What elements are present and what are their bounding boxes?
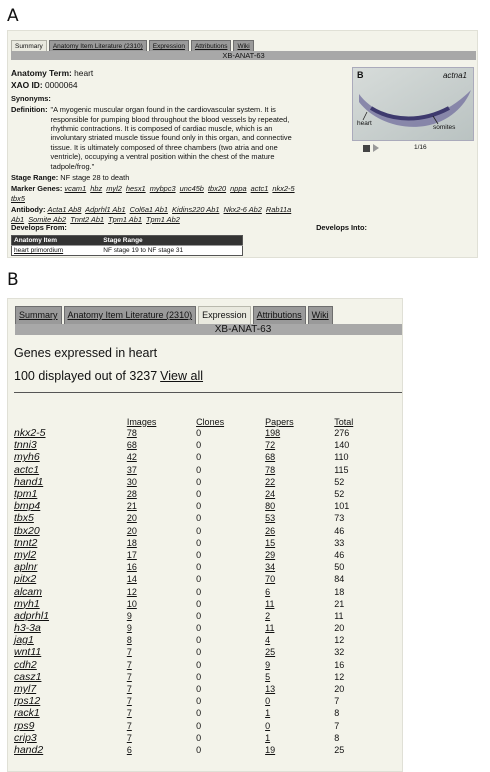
- table-row: [14, 464, 402, 476]
- papers-count-link[interactable]: 26: [265, 525, 276, 536]
- table-row: [14, 500, 402, 512]
- antibody-link[interactable]: Tpm1 Ab1: [108, 214, 142, 224]
- total-count: 12: [334, 635, 345, 646]
- gene-link[interactable]: pitx2: [14, 573, 37, 586]
- images-count-link[interactable]: 9: [126, 610, 132, 621]
- total-count: 7: [334, 696, 340, 707]
- clones-count: 0: [196, 489, 202, 500]
- clones-count: 0: [196, 537, 202, 548]
- gene-link[interactable]: nkx2-5: [14, 427, 46, 440]
- column-header-papers[interactable]: Papers: [265, 416, 294, 427]
- synonyms-row: [11, 94, 307, 103]
- images-count-link[interactable]: 14: [126, 574, 137, 585]
- total-count: 110: [334, 452, 349, 463]
- total-count: 84: [334, 574, 345, 585]
- image-gene-label: actna1: [442, 71, 467, 80]
- papers-count-link[interactable]: 80: [265, 501, 276, 512]
- total-count: 52: [334, 489, 345, 500]
- table-row: [14, 732, 402, 744]
- images-count-link[interactable]: 21: [126, 501, 137, 512]
- page-id: XB-ANAT-63: [222, 51, 265, 60]
- view-all-link[interactable]: View all: [160, 369, 204, 383]
- result-count-text: 100 displayed out of 3237: [14, 369, 158, 383]
- table-row: [14, 707, 402, 719]
- gene-link[interactable]: alcam: [14, 585, 43, 598]
- papers-count-link[interactable]: 22: [265, 476, 276, 487]
- table-row: [14, 610, 402, 622]
- clones-count: 0: [196, 525, 202, 536]
- marker-gene-link[interactable]: actc1: [250, 184, 269, 194]
- antibody-link[interactable]: Tpm1 Ab2: [146, 214, 180, 224]
- anatomy-term-row: [11, 69, 307, 78]
- antibody-row: [11, 205, 307, 224]
- papers-count-link[interactable]: 25: [265, 647, 276, 658]
- tab-summary[interactable]: Summary: [15, 306, 62, 325]
- papers-count-link[interactable]: 15: [265, 537, 276, 548]
- total-count: 52: [334, 476, 345, 487]
- tab-wiki[interactable]: Wiki: [233, 40, 253, 52]
- total-count: 12: [334, 671, 345, 682]
- panel-letter-a: A: [7, 6, 19, 26]
- total-count: 50: [334, 562, 345, 573]
- result-count: [14, 369, 203, 383]
- papers-count-link[interactable]: 13: [265, 684, 276, 695]
- total-count: 20: [334, 684, 345, 695]
- papers-count-link[interactable]: 29: [265, 549, 276, 560]
- total-count: 25: [334, 744, 345, 755]
- clones-count: 0: [196, 684, 202, 695]
- table-row: [14, 512, 402, 524]
- images-count-link[interactable]: 10: [126, 598, 137, 609]
- gene-link[interactable]: hand1: [14, 475, 44, 488]
- clones-count: 0: [196, 708, 202, 719]
- table-row: [14, 561, 402, 573]
- dev-table-header: Anatomy Item: [12, 236, 102, 246]
- total-count: 46: [334, 525, 345, 536]
- stage-range-label: Stage Range:: [11, 173, 59, 183]
- images-count-link[interactable]: 42: [126, 452, 137, 463]
- gene-link[interactable]: adprhl1: [14, 609, 50, 622]
- gene-link[interactable]: hand2: [14, 743, 44, 756]
- table-row: [14, 634, 402, 646]
- clones-count: 0: [196, 501, 202, 512]
- table-row: [14, 659, 402, 671]
- papers-count-link[interactable]: 11: [265, 623, 275, 634]
- clones-count: 0: [196, 428, 202, 439]
- stage-range-row: [11, 173, 307, 182]
- antibody-link[interactable]: Adprhl1 Ab1: [85, 205, 126, 215]
- total-count: 20: [334, 623, 345, 634]
- table-row: [14, 537, 402, 549]
- clones-count: 0: [196, 720, 202, 731]
- antibody-link[interactable]: Kidins220 Ab1: [172, 205, 220, 215]
- gene-link[interactable]: actc1: [14, 463, 40, 476]
- table-row: [14, 427, 402, 439]
- anatomy-term-label: Anatomy Term:: [11, 68, 72, 78]
- tab-anatomy-literature[interactable]: Anatomy Item Literature (2310): [49, 40, 147, 52]
- marker-gene-link[interactable]: tbx20: [207, 184, 227, 194]
- gene-link[interactable]: wnt11: [14, 646, 42, 659]
- column-header-images[interactable]: Images: [126, 416, 157, 427]
- papers-count-link[interactable]: 34: [265, 562, 276, 573]
- table-row: [14, 439, 402, 451]
- expression-image[interactable]: [352, 67, 474, 141]
- page-id: XB-ANAT-63: [214, 324, 272, 335]
- gene-link[interactable]: rps9: [14, 719, 35, 732]
- tab-expression[interactable]: Expression: [149, 40, 189, 52]
- gene-link[interactable]: crip3: [14, 731, 37, 744]
- antibody-label: Antibody:: [11, 205, 46, 215]
- images-count-link[interactable]: 7: [126, 696, 132, 707]
- table-row: [14, 598, 402, 610]
- tab-expression[interactable]: Expression: [198, 306, 251, 325]
- total-count: 21: [334, 598, 345, 609]
- clones-count: 0: [196, 744, 202, 755]
- tab-bar: [15, 306, 333, 325]
- clones-count: 0: [196, 476, 202, 487]
- table-row: [12, 246, 243, 256]
- images-count-link[interactable]: 17: [126, 549, 137, 560]
- marker-genes-label: Marker Genes:: [11, 184, 63, 194]
- tab-anatomy-literature[interactable]: Anatomy Item Literature (2310): [64, 306, 197, 325]
- antibody-link[interactable]: Acta1 Ab8: [47, 205, 82, 215]
- gene-link[interactable]: tpm1: [14, 488, 38, 501]
- images-count-link[interactable]: 30: [126, 476, 137, 487]
- next-arrow-icon[interactable]: [373, 144, 379, 152]
- papers-count-link[interactable]: 19: [265, 744, 276, 755]
- image-label-heart: heart: [357, 120, 372, 127]
- images-count-link[interactable]: 37: [126, 464, 137, 475]
- images-count-link[interactable]: 7: [126, 720, 132, 731]
- papers-count-link[interactable]: 0: [265, 696, 271, 707]
- gene-link[interactable]: casz1: [14, 670, 42, 683]
- develops-from-label: Develops From:: [11, 223, 67, 232]
- marker-gene-link[interactable]: vcam1: [64, 184, 87, 194]
- table-row: [14, 585, 402, 597]
- total-count: 16: [334, 659, 345, 670]
- stage-range-value: NF stage 28 to death: [60, 173, 130, 183]
- table-row: [14, 720, 402, 732]
- definition-text: "A myogenic muscular organ found in the cardiovascular system. It is responsible for pumping blood throughout the blood vessels by repeated, rhythmic contractions. It is composed of cardiac muscle, which is an involuntary striated muscle tissue found only in this organ, and connective tissue. It is ultimately composed of three chambers (two atria and one ventricle), occupying a ventral position within the chest of the mature tadpole/frog.": [50, 105, 292, 171]
- total-count: 73: [334, 513, 345, 524]
- xao-id-label: XAO ID:: [11, 80, 43, 91]
- antibody-link[interactable]: Somite Ab2: [28, 214, 67, 224]
- clones-count: 0: [196, 732, 202, 743]
- images-count-link[interactable]: 78: [126, 428, 137, 439]
- table-row: [14, 549, 402, 561]
- papers-count-link[interactable]: 5: [265, 671, 271, 682]
- total-count: 7: [334, 720, 340, 731]
- tab-attributions[interactable]: Attributions: [253, 306, 306, 325]
- images-count-link[interactable]: 6: [126, 744, 132, 755]
- anatomy-term-value: heart: [74, 68, 94, 78]
- xao-id-row: [11, 81, 307, 90]
- clones-count: 0: [196, 464, 202, 475]
- total-count: 33: [334, 537, 345, 548]
- column-header-total[interactable]: Total: [334, 416, 354, 427]
- clones-count: 0: [196, 635, 202, 646]
- play-icon[interactable]: [363, 145, 370, 152]
- papers-count-link[interactable]: 68: [265, 452, 276, 463]
- column-header-clones[interactable]: Clones: [196, 416, 225, 427]
- clones-count: 0: [196, 452, 202, 463]
- gene-link[interactable]: tbx20: [14, 524, 40, 537]
- image-corner-letter: B: [357, 70, 364, 80]
- panel-letter-b: B: [7, 270, 19, 290]
- antibody-link[interactable]: Col6a1 Ab1: [129, 205, 168, 215]
- antibody-link[interactable]: Nkx2-6 Ab2: [223, 205, 262, 215]
- papers-count-link[interactable]: 11: [265, 598, 275, 609]
- papers-count-link[interactable]: 2: [265, 610, 271, 621]
- antibody-link[interactable]: Rab11a Ab1: [11, 205, 292, 224]
- tab-summary[interactable]: Summary: [11, 40, 47, 52]
- clones-count: 0: [196, 598, 202, 609]
- images-count-link[interactable]: 12: [126, 586, 137, 597]
- total-count: 276: [334, 428, 350, 439]
- image-counter: 1/16: [414, 144, 427, 151]
- develops-from-table: [11, 235, 243, 256]
- dev-item-link[interactable]: heart primordium: [12, 246, 102, 256]
- marker-gene-link[interactable]: mybpc3: [149, 184, 176, 194]
- images-count-link[interactable]: 68: [126, 440, 137, 451]
- marker-genes-row: [11, 184, 307, 203]
- total-count: 46: [334, 549, 345, 560]
- clones-count: 0: [196, 562, 202, 573]
- table-row: [14, 488, 402, 500]
- images-count-link[interactable]: 7: [126, 647, 132, 658]
- gene-link[interactable]: aplnr: [14, 561, 38, 574]
- images-count-link[interactable]: 18: [126, 537, 137, 548]
- clones-count: 0: [196, 513, 202, 524]
- gene-link[interactable]: tbx5: [14, 512, 34, 525]
- total-count: 140: [334, 440, 350, 451]
- table-row: [14, 525, 402, 537]
- papers-count-link[interactable]: 70: [265, 574, 276, 585]
- papers-count-link[interactable]: 4: [265, 635, 271, 646]
- develops-into-label: Develops Into:: [316, 223, 367, 232]
- gene-link[interactable]: tnnt2: [14, 536, 38, 549]
- total-count: 115: [334, 464, 349, 475]
- clones-count: 0: [196, 610, 202, 621]
- papers-count-link[interactable]: 6: [265, 586, 271, 597]
- marker-gene-link[interactable]: hesx1: [125, 184, 146, 194]
- tab-wiki[interactable]: Wiki: [308, 306, 333, 325]
- gene-link[interactable]: h3-3a: [14, 622, 41, 635]
- images-count-link[interactable]: 20: [126, 513, 137, 524]
- summary-content: [11, 69, 307, 225]
- images-count-link[interactable]: 20: [126, 525, 137, 536]
- papers-count-link[interactable]: 0: [265, 720, 271, 731]
- anatomy-summary-panel: [7, 30, 478, 258]
- gene-link[interactable]: myl2: [14, 548, 37, 561]
- divider: [14, 392, 403, 393]
- table-row: [14, 573, 402, 585]
- gene-link[interactable]: myh1: [14, 597, 40, 610]
- total-count: 8: [334, 708, 340, 719]
- image-controls: [363, 144, 379, 152]
- images-count-link[interactable]: 7: [126, 659, 132, 670]
- clones-count: 0: [196, 671, 202, 682]
- images-count-link[interactable]: 9: [126, 623, 132, 634]
- images-count-link[interactable]: 7: [126, 684, 132, 695]
- dev-stage-range: NF stage 19 to NF stage 31: [101, 246, 242, 256]
- definition-label: Definition:: [11, 105, 48, 115]
- gene-link[interactable]: rack1: [14, 707, 40, 720]
- marker-gene-link[interactable]: myl2: [106, 184, 122, 194]
- table-row: [14, 476, 402, 488]
- gene-link[interactable]: bmp4: [14, 500, 41, 513]
- papers-count-link[interactable]: 198: [265, 428, 281, 439]
- table-row: [14, 744, 402, 756]
- gene-link[interactable]: cdh2: [14, 658, 37, 671]
- gene-rows: [14, 427, 402, 756]
- clones-count: 0: [196, 696, 202, 707]
- clones-count: 0: [196, 659, 202, 670]
- gene-link[interactable]: myh6: [14, 451, 40, 464]
- papers-count-link[interactable]: 78: [265, 464, 276, 475]
- marker-gene-link[interactable]: hbz: [90, 184, 103, 194]
- table-row: [14, 695, 402, 707]
- total-count: 18: [334, 586, 345, 597]
- definition-row: [11, 105, 307, 171]
- images-count-link[interactable]: 7: [126, 671, 132, 682]
- table-row: [14, 622, 402, 634]
- papers-count-link[interactable]: 24: [265, 489, 276, 500]
- page-title: Genes expressed in heart: [14, 346, 158, 360]
- images-count-link[interactable]: 8: [126, 635, 132, 646]
- clones-count: 0: [196, 647, 202, 658]
- gene-link[interactable]: jag1: [14, 634, 34, 647]
- images-count-link[interactable]: 7: [126, 732, 132, 743]
- clones-count: 0: [196, 623, 202, 634]
- image-label-somites: somites: [433, 124, 456, 131]
- marker-gene-link[interactable]: tbx5: [11, 193, 25, 203]
- tab-attributions[interactable]: Attributions: [191, 40, 232, 52]
- papers-count-link[interactable]: 1: [265, 732, 271, 743]
- images-count-link[interactable]: 16: [126, 562, 137, 573]
- total-count: 8: [334, 732, 340, 743]
- antibody-link[interactable]: Tnnt2 Ab1: [70, 214, 105, 224]
- gene-link[interactable]: myl7: [14, 683, 37, 696]
- papers-count-link[interactable]: 72: [265, 440, 276, 451]
- total-count: 101: [334, 501, 350, 512]
- total-count: 11: [334, 610, 344, 621]
- marker-gene-link[interactable]: nppa: [230, 184, 247, 194]
- synonyms-label: Synonyms:: [11, 93, 51, 103]
- genes-table: [14, 416, 402, 756]
- table-row: [14, 671, 402, 683]
- clones-count: 0: [196, 574, 202, 585]
- gene-link[interactable]: rps12: [14, 695, 41, 708]
- papers-count-link[interactable]: 53: [265, 513, 276, 524]
- gene-link[interactable]: tnni3: [14, 439, 37, 452]
- marker-gene-link[interactable]: unc45b: [179, 184, 204, 194]
- marker-gene-link[interactable]: nkx2-5: [272, 184, 295, 194]
- images-count-link[interactable]: 7: [126, 708, 132, 719]
- papers-count-link[interactable]: 1: [265, 708, 271, 719]
- table-row: [14, 646, 402, 658]
- clones-count: 0: [196, 549, 202, 560]
- table-row: [14, 683, 402, 695]
- total-count: 32: [334, 647, 345, 658]
- clones-count: 0: [196, 440, 202, 451]
- develops-section: [11, 223, 367, 256]
- xao-id-value: 0000064: [44, 80, 78, 91]
- images-count-link[interactable]: 28: [126, 489, 137, 500]
- expression-panel: [7, 298, 403, 772]
- dev-table-header: Stage Range: [101, 236, 242, 246]
- papers-count-link[interactable]: 9: [265, 659, 271, 670]
- table-row: [14, 451, 402, 463]
- clones-count: 0: [196, 586, 202, 597]
